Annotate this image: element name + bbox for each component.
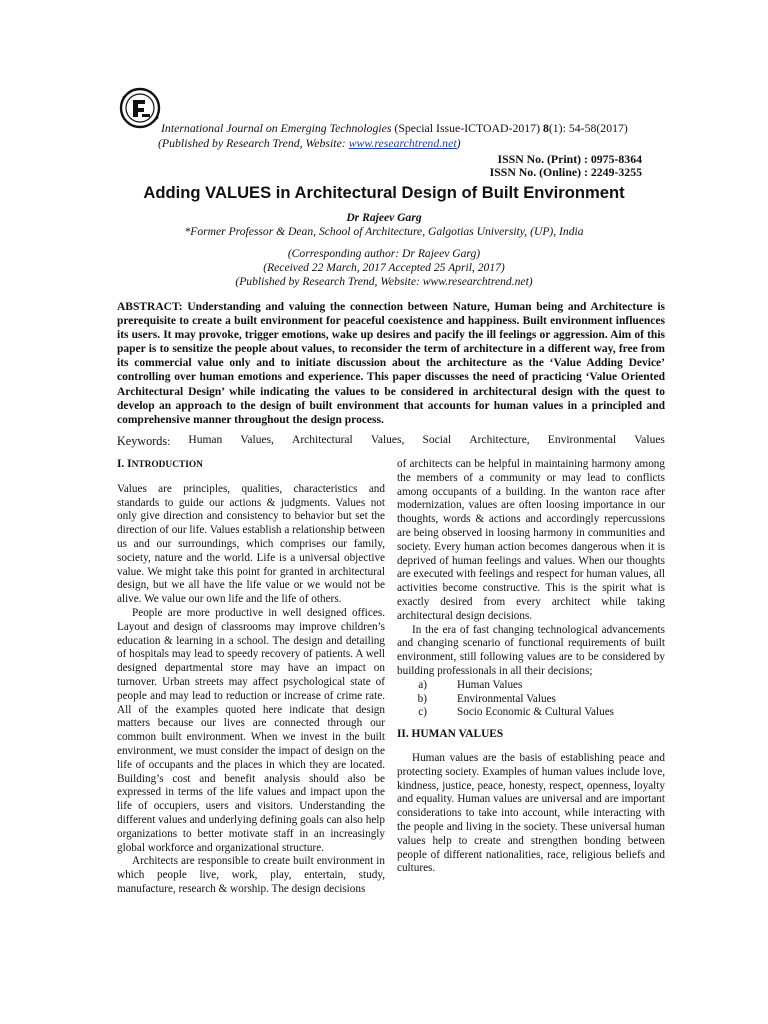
paragraph: Values are principles, qualities, characteristics and standards to guide our actions & judgments. Values not only give direction and consistency to behavior but set the direction of our life. Values establish a relationship between us and our surroundings, which comprises our family, society, nature and the world. Life is a universal objective value. We might take this point for granted in architectural design, but we all have the life value or we would not be alive. We value our own life and the life of others. (117, 482, 385, 606)
paragraph: In the era of fast changing technological advancements and changing scenario of functional requirements of built environment, still following values are to be considered by building professionals in all their decisions; (397, 623, 665, 677)
issn-online: ISSN No. (Online) : 2249-3255 (489, 165, 642, 179)
keyword: Human (188, 434, 223, 446)
keyword: Architecture, (469, 434, 530, 446)
author-affiliation: *Former Professor & Dean, School of Architecture, Galgotias University, (UP), India (184, 225, 584, 238)
list-item: a) Human Values (418, 678, 523, 691)
keyword: Architectural (292, 434, 353, 446)
publisher-prefix: (Published by Research Trend, Website: (158, 136, 349, 150)
list-item: b) Environmental Values (417, 692, 556, 705)
journal-issue-pages: (1): 54-58(2017) (548, 121, 628, 135)
section-heading-introduction: I. INTRODUCTION (117, 458, 203, 470)
journal-logo-icon (117, 86, 163, 130)
journal-citation (161, 121, 628, 136)
issn-print: ISSN No. (Print) : 0975-8364 (497, 152, 642, 166)
journal-issue: (Special Issue-ICTOAD-2017) (394, 121, 540, 135)
article-publisher: (Published by Research Trend, Website: www.researchtrend.net) (235, 275, 533, 288)
keyword: Social (422, 434, 452, 446)
publisher-website-link[interactable]: www.researchtrend.net (348, 136, 457, 150)
left-column (117, 458, 385, 897)
paragraph: of architects can be helpful in maintaining harmony among the members of a community or may lead to conflicts among occupants of a building. In the wanton race after modernization, values are often loosing importance in our thoughts, words & actions and accordingly repercussions are being observed in loosing harmony in communities and society. Every human action becomes dangerous when it is deprived of human feelings and values. When our thoughts are executed with feelings and respect for human values, all activities become constructive. This is the spirit what is exactly desired from every architect while taking architectural design decisions. (397, 458, 665, 622)
journal-volume: 8 (542, 121, 549, 135)
list-item: c) Socio Economic & Cultural Values (418, 706, 615, 719)
paragraph: Architects are responsible to create built environment in which people live, work, play, entertain, study, manufacture, research & worship. The design decisions (117, 855, 385, 895)
keyword: Values (634, 434, 665, 446)
values-list (397, 679, 665, 720)
keyword: Values, (240, 434, 274, 446)
corresponding-author: (Corresponding author: Dr Rajeev Garg) (287, 247, 481, 260)
journal-name: International Journal on Emerging Technologies (161, 121, 392, 135)
publisher-line (158, 136, 461, 151)
keyword: Values, (370, 434, 405, 446)
paragraph: People are more productive in well designed offices. Layout and design of classrooms may improve children’s education & learning in a school. The design and detailing of hospitals may lead to speedy recovery of patients. A well designed departmental store may have an impact on turnover. Urban streets may affect psychological state of people and may lead to reduction or increase of crime rate. All of the examples quoted here indicate that design matters because our lives are connected through our common built environment. When we invest in the built environment, we must consider the impact of design on the life of occupants and the places in which they are located. Building’s cost and benefit analysis should also be expressed in terms of the life values and impact upon the life of occupiers, users and visitors. Understanding the different values and underlying defining goals can also help organizations to better motivate staff in an increasingly global workforce and organizational structure. (117, 606, 385, 854)
article-title: Adding VALUES in Architectural Design of Built Environment (143, 183, 625, 202)
right-column (397, 458, 665, 876)
keyword: Environmental (547, 434, 617, 446)
keywords (117, 434, 665, 449)
paragraph: Human values are the basis of establishing peace and protecting society. Examples of human values include love, kindness, justice, peace, honesty, respect, openness, loyalty and equality. Human values are universal and are important considerations to take into account, while interacting with the people and living in the society. These universal human values help to create and strengthen bonding between people of different nationalities, race, religious beliefs and cultures. (397, 751, 665, 875)
section-heading-human-values: II. HUMAN VALUES (397, 728, 504, 741)
publisher-suffix: ) (456, 136, 461, 150)
article-dates: (Received 22 March, 2017 Accepted 25 April, 2017) (263, 261, 505, 274)
abstract: ABSTRACT: Understanding and valuing the connection between Nature, Human being and Architecture is prerequisite to create a built environment for peaceful coexistence and happiness. Built environment influences its users. It may provoke, trigger emotions, wake up desires and pacify the ill feelings or aggression. Aim of this paper is to sensitize the people about values, to reconsider the term of architecture in a different way, free from its commercial value only and to initiate discussion about the architecture as the ‘Value Adding Device’ controlling over human emotions and experience. This paper discusses the need of practicing ‘Value Oriented Architectural Design’ while indicating the values to be considered in architectural design with the quest to develop an approach to the design of built environment that accounts for human values in a principled and comprehensive manner throughout the design process. (117, 301, 665, 426)
keywords-label: Keywords: (117, 434, 171, 448)
article-author: Dr Rajeev Garg (346, 211, 422, 224)
